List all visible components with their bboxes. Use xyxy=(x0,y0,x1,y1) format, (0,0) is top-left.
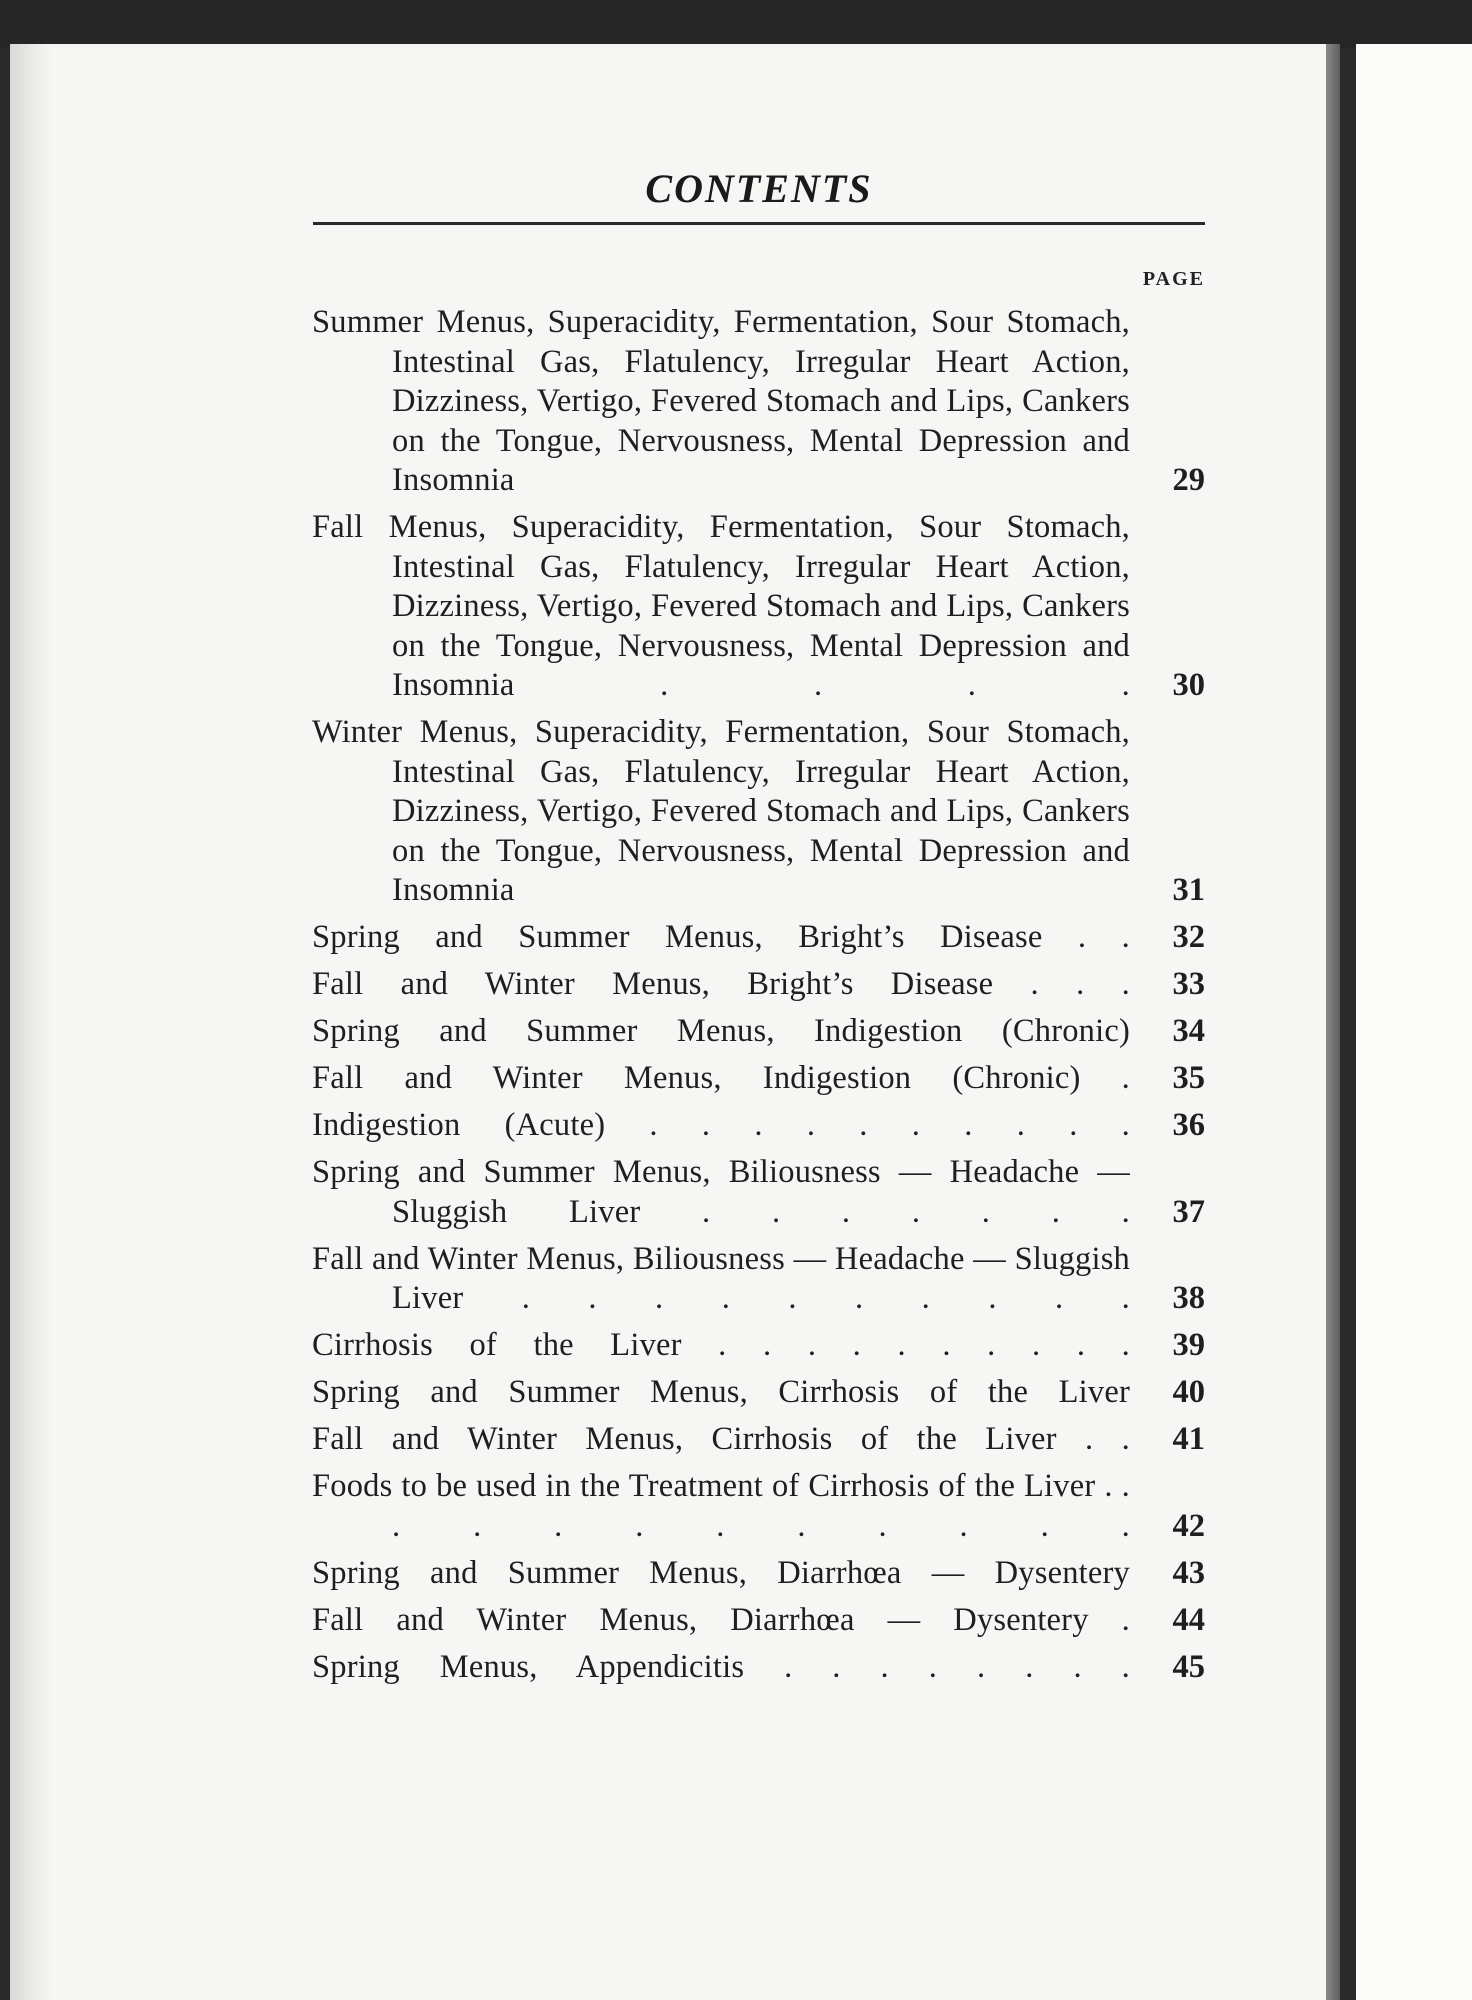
toc-entry-page: 30 xyxy=(1172,667,1205,703)
toc-entry-page: 36 xyxy=(1172,1107,1205,1143)
toc-entry xyxy=(312,965,1205,1005)
toc-entry-title: Fall Menus, Superacidity, Fermentation, Sour Stomach, Intestinal Gas, Flatulency, Irregular Heart Action, Dizziness, Vertigo, Fevered Stomach and Lips, Cankers on the Tongue, Nervousness, Mental Depression and Insomnia . . . . xyxy=(312,509,1130,703)
toc-entry-page: 45 xyxy=(1172,1648,1205,1685)
toc-entry xyxy=(312,1326,1205,1366)
toc-entry-page: 44 xyxy=(1172,1601,1205,1638)
toc-entry xyxy=(312,1059,1205,1099)
toc-entry-page: 35 xyxy=(1172,1060,1205,1096)
toc-entry-page: 33 xyxy=(1172,966,1205,1002)
toc-entry-title: Spring and Summer Menus, Biliousness — Headache — Sluggish Liver . . . . . . . xyxy=(312,1154,1130,1230)
toc-entry xyxy=(312,1012,1205,1052)
toc-entry xyxy=(312,1467,1205,1546)
toc-entry xyxy=(312,1554,1205,1594)
toc-entry xyxy=(312,1648,1205,1688)
title-rule xyxy=(313,222,1205,225)
table-of-contents xyxy=(312,303,1205,1695)
toc-entry-title: Fall and Winter Menus, Bright’s Disease . . . xyxy=(312,966,1130,1002)
toc-entry-title: Summer Menus, Superacidity, Fermentation, Sour Stomach, Intestinal Gas, Flatulency, Irregular Heart Action, Dizziness, Vertigo, Fevered Stomach and Lips, Cankers on the Tongue, Nervousness, Mental Depression and Insomnia xyxy=(312,304,1130,498)
toc-entry-page: 38 xyxy=(1172,1280,1205,1316)
toc-entry-page: 32 xyxy=(1172,919,1205,955)
toc-entry-title: Fall and Winter Menus, Cirrhosis of the Liver . . xyxy=(312,1421,1130,1457)
toc-entry-page: 43 xyxy=(1172,1554,1205,1591)
scan-top-border xyxy=(0,0,1472,48)
toc-entry-page: 40 xyxy=(1172,1374,1205,1410)
toc-entry xyxy=(312,1420,1205,1460)
toc-entry-title: Fall and Winter Menus, Biliousness — Headache — Sluggish Liver . . . . . . . . . . xyxy=(312,1240,1130,1316)
toc-entry-page: 39 xyxy=(1172,1327,1205,1363)
toc-entry xyxy=(312,713,1205,911)
toc-entry-page: 42 xyxy=(1172,1507,1205,1544)
page-title: CONTENTS xyxy=(645,166,873,211)
toc-entry-title: Cirrhosis of the Liver . . . . . . . . . . xyxy=(312,1327,1130,1363)
toc-entry xyxy=(312,508,1205,706)
toc-entry-title: Fall and Winter Menus, Indigestion (Chronic) . xyxy=(312,1060,1130,1096)
toc-entry-title: Spring and Summer Menus, Bright’s Disease . . xyxy=(312,919,1130,955)
toc-entry-title: Fall and Winter Menus, Diarrhœa — Dysentery . xyxy=(312,1601,1130,1638)
toc-entry xyxy=(312,1106,1205,1146)
toc-entry-title: Indigestion (Acute) . . . . . . . . . . xyxy=(312,1107,1130,1143)
toc-entry xyxy=(312,1373,1205,1413)
page-column-header: PAGE xyxy=(1142,268,1205,290)
toc-entry-title: Spring and Summer Menus, Diarrhœa — Dysentery xyxy=(312,1554,1130,1591)
toc-entry xyxy=(312,303,1205,501)
toc-entry-title: Spring Menus, Appendicitis . . . . . . . . xyxy=(312,1648,1130,1685)
toc-entry-title: Spring and Summer Menus, Indigestion (Chronic) xyxy=(312,1013,1130,1049)
toc-entry-title: Foods to be used in the Treatment of Cirrhosis of the Liver . . . . . . . . . . . . xyxy=(312,1468,1130,1544)
facing-page-edge xyxy=(1356,44,1472,2000)
page-edge-shadow xyxy=(1326,44,1340,2000)
toc-entry-page: 34 xyxy=(1172,1013,1205,1049)
toc-entry-title: Spring and Summer Menus, Cirrhosis of the Liver xyxy=(312,1374,1130,1410)
toc-entry-page: 41 xyxy=(1172,1421,1205,1457)
toc-entry-title: Winter Menus, Superacidity, Fermentation, Sour Stomach, Intestinal Gas, Flatulency, Irregular Heart Action, Dizziness, Vertigo, Fevered Stomach and Lips, Cankers on the Tongue, Nervousness, Mental Depression and Insomnia xyxy=(312,714,1130,908)
toc-entry xyxy=(312,1240,1205,1319)
toc-entry xyxy=(312,1153,1205,1232)
toc-entry xyxy=(312,918,1205,958)
toc-entry-page: 31 xyxy=(1172,872,1205,908)
toc-entry xyxy=(312,1601,1205,1641)
page-gutter-shadow xyxy=(10,44,52,2000)
toc-entry-page: 29 xyxy=(1172,462,1205,498)
toc-entry-page: 37 xyxy=(1172,1193,1205,1230)
